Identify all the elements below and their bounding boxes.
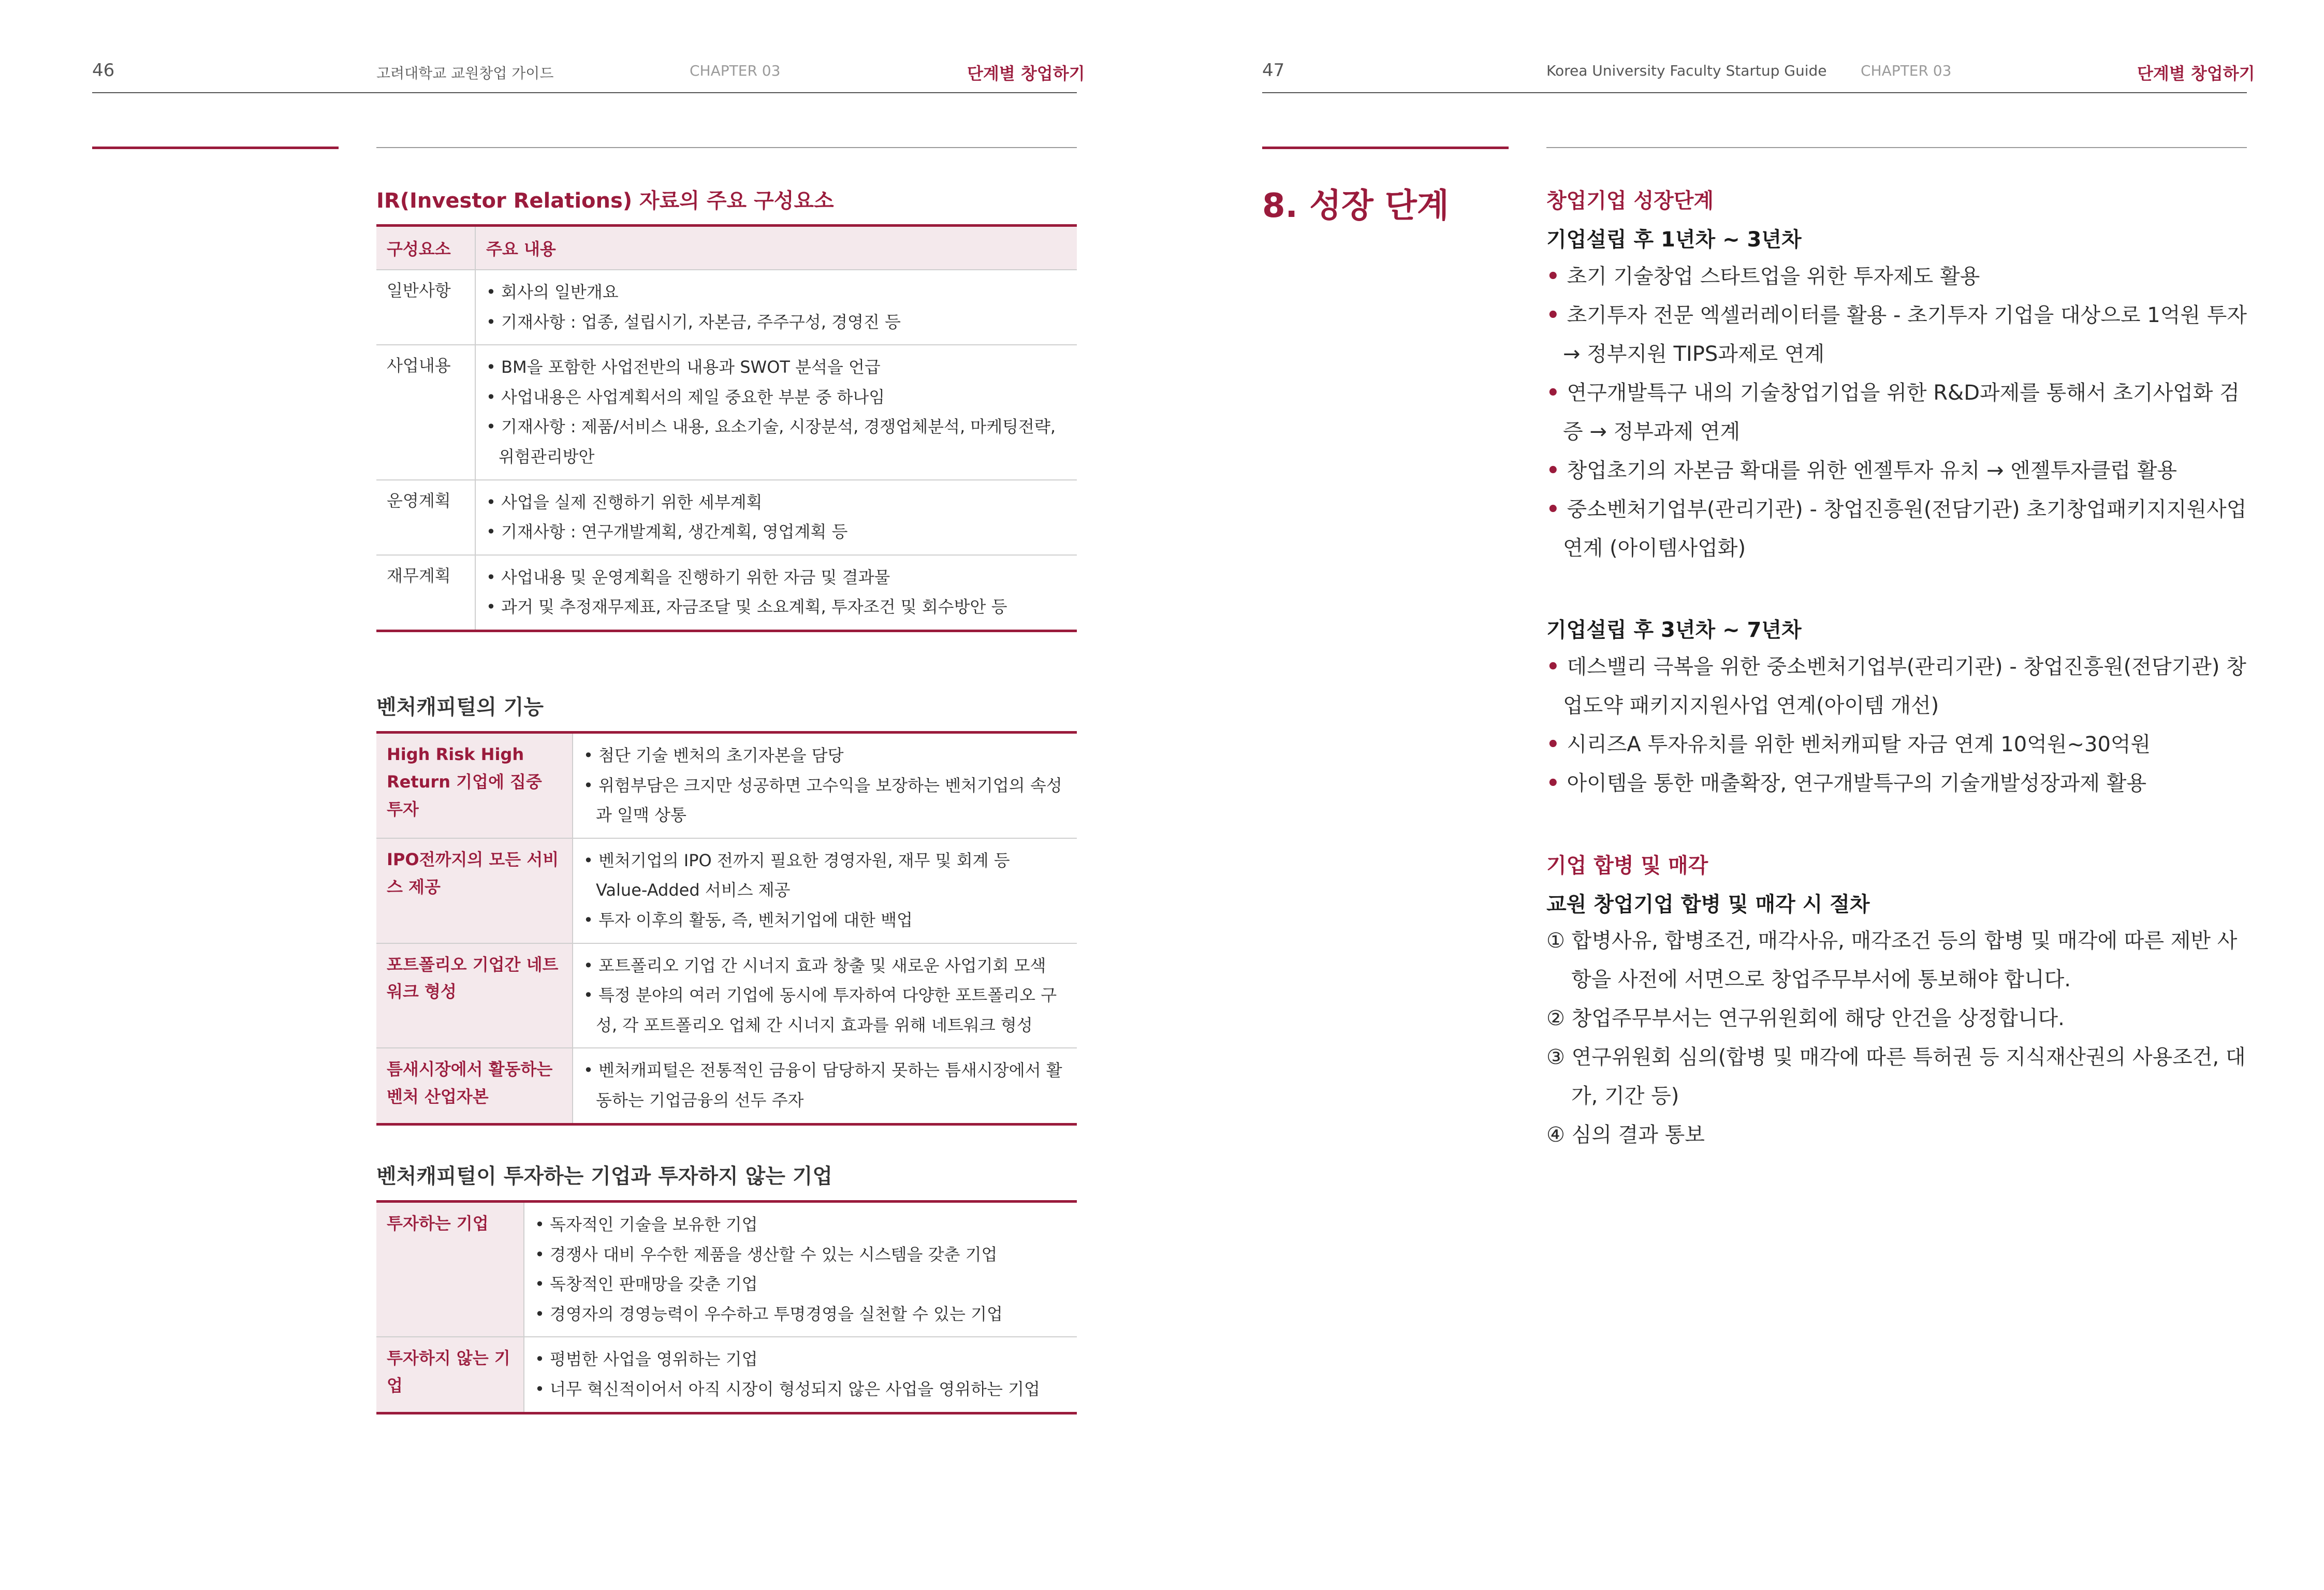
list-item: • 투자 이후의 활동, 즉, 벤처기업에 대한 백업	[583, 906, 1066, 936]
header-title-right: Korea University Faculty Startup Guide	[1546, 62, 1827, 79]
gray-rule-left	[376, 147, 1077, 148]
phase1-title: 기업설립 후 1년차 ~ 3년차	[1546, 228, 1802, 252]
table-row	[376, 345, 1077, 479]
list-item: • 평범한 사업을 영위하는 기업	[535, 1345, 1066, 1375]
list-item: • 기재사항 : 제품/서비스 내용, 요소기술, 시장분석, 경쟁업체분석, 마케팅전략, 위험관리방안	[486, 412, 1066, 472]
header-section-right: 단계별 창업하기	[2137, 64, 2255, 83]
list-item: • 경쟁사 대비 우수한 제품을 생산할 수 있는 시스템을 갖춘 기업	[535, 1240, 1066, 1270]
header-section-left: 단계별 창업하기	[967, 64, 1085, 83]
list-item: • 창업초기의 자본금 확대를 위한 엔젤투자 유치 → 엔젤투자클럽 활용	[1546, 459, 2177, 483]
header-divider-right	[1262, 92, 2247, 93]
phase2-list	[1546, 648, 2247, 803]
list-item: • 데스밸리 극복을 위한 중소벤처기업부(관리기관) - 창업진흥원(전담기관) 창업도약 패키지지원사업 연계(아이템 개선)	[1546, 655, 2246, 718]
table-row	[376, 1337, 1077, 1411]
ir-title: IR(Investor Relations) 자료의 주요 구성요소	[376, 189, 834, 213]
list-item: • 포트폴리오 기업 간 시너지 효과 창출 및 새로운 사업기회 모색	[583, 951, 1066, 981]
page-number-left: 46	[92, 60, 115, 81]
list-item: • 독자적인 기술을 보유한 기업	[535, 1210, 1066, 1240]
row-label: 재무계획	[376, 555, 475, 630]
invest-table	[376, 1200, 1077, 1414]
table-row	[376, 943, 1077, 1048]
list-item: • 초기 기술창업 스타트업을 위한 투자제도 활용	[1546, 265, 1980, 288]
list-item: • 중소벤처기업부(관리기관) - 창업진흥원(전담기관) 초기창업패키지지원사업 연계 (아이템사업화)	[1546, 498, 2247, 560]
header-title-left: 고려대학교 교원창업 가이드	[376, 65, 554, 82]
invest-title: 벤처캐피털이 투자하는 기업과 투자하지 않는 기업	[376, 1164, 833, 1188]
list-item: • 아이템을 통한 매출확장, 연구개발특구의 기술개발성장과제 활용	[1546, 771, 2147, 795]
list-item: • 회사의 일반개요	[486, 278, 1066, 308]
row-label: 사업내용	[376, 345, 475, 479]
ir-col-component: 구성요소	[376, 227, 475, 270]
header-divider-left	[92, 92, 1077, 93]
row-label: 틈새시장에서 활동하는 벤처 산업자본	[376, 1048, 573, 1122]
list-item: ② 창업주무부서는 연구위원회에 해당 안건을 상정합니다.	[1546, 1006, 2065, 1030]
list-item: • 과거 및 추정재무제표, 자금조달 및 소요계획, 투자조건 및 회수방안 등	[486, 592, 1066, 622]
mna-heading: 기업 합병 및 매각	[1546, 854, 1708, 878]
header-chapter-right: CHAPTER 03	[1861, 62, 1952, 79]
red-rule-right	[1262, 147, 1509, 149]
list-item: • 사업을 실제 진행하기 위한 세부계획	[486, 488, 1066, 518]
ir-col-content: 주요 내용	[475, 227, 1077, 270]
table-row	[376, 838, 1077, 943]
table-row	[376, 555, 1077, 630]
list-item: • 벤처캐피털은 전통적인 금융이 담당하지 못하는 틈새시장에서 활동하는 기업금융의 선두 주자	[583, 1056, 1066, 1115]
red-rule-left	[92, 147, 339, 149]
mna-subheading: 교원 창업기업 합병 및 매각 시 절차	[1546, 893, 1870, 916]
row-label: High Risk High Return 기업에 집중 투자	[376, 734, 573, 838]
list-item: ③ 연구위원회 심의(합병 및 매각에 따른 특허권 등 지식재산권의 사용조건, 대가, 기간 등)	[1546, 1045, 2246, 1108]
table-row	[376, 734, 1077, 838]
row-label: 운영계획	[376, 480, 475, 555]
vc-table	[376, 731, 1077, 1126]
phase2-title: 기업설립 후 3년차 ~ 7년차	[1546, 618, 1802, 642]
ir-table	[376, 224, 1077, 632]
list-item: ① 합병사유, 합병조건, 매각사유, 매각조건 등의 합병 및 매각에 따른 제반 사항을 사전에 서면으로 창업주무부서에 통보해야 합니다.	[1546, 929, 2238, 991]
section-title: 8. 성장 단계	[1262, 187, 1449, 225]
list-item: • BM을 포함한 사업전반의 내용과 SWOT 분석을 언급	[486, 353, 1066, 383]
list-item: • 첨단 기술 벤처의 초기자본을 담당	[583, 741, 1066, 771]
row-label: IPO전까지의 모든 서비스 제공	[376, 838, 573, 943]
list-item: • 초기투자 전문 엑셀러레이터를 활용 - 초기투자 기업을 대상으로 1억원 투자 → 정부지원 TIPS과제로 연계	[1546, 303, 2247, 366]
gray-rule-right	[1546, 147, 2247, 148]
list-item: • 너무 혁신적이어서 아직 시장이 형성되지 않은 사업을 영위하는 기업	[535, 1375, 1066, 1405]
list-item: • 시리즈A 투자유치를 위한 벤처캐피탈 자금 연계 10억원~30억원	[1546, 733, 2151, 756]
list-item: • 독창적인 판매망을 갖춘 기업	[535, 1270, 1066, 1300]
list-item: • 연구개발특구 내의 기술창업기업을 위한 R&D과제를 통해서 초기사업화 검증 → 정부과제 연계	[1546, 381, 2240, 444]
list-item: • 기재사항 : 업종, 설립시기, 자본금, 주주구성, 경영진 등	[486, 308, 1066, 338]
vc-title: 벤처캐피털의 기능	[376, 695, 544, 719]
row-label: 일반사항	[376, 270, 475, 345]
table-row	[376, 1048, 1077, 1122]
row-label: 투자하지 않는 기업	[376, 1337, 524, 1411]
table-row	[376, 480, 1077, 555]
list-item: • 사업내용 및 운영계획을 진행하기 위한 자금 및 결과물	[486, 563, 1066, 593]
row-label: 포트폴리오 기업간 네트워크 형성	[376, 943, 573, 1048]
list-item: ④ 심의 결과 통보	[1546, 1123, 1705, 1147]
header-chapter-left: CHAPTER 03	[690, 62, 781, 79]
mna-steps	[1546, 922, 2247, 1155]
page-number-right: 47	[1262, 60, 1285, 81]
list-item: • 경영자의 경영능력이 우수하고 투명경영을 실천할 수 있는 기업	[535, 1300, 1066, 1330]
list-item: • 벤처기업의 IPO 전까지 필요한 경영자원, 재무 및 회계 등 Value-Added 서비스 제공	[583, 846, 1066, 906]
list-item: • 기재사항 : 연구개발계획, 생간계획, 영업계획 등	[486, 517, 1066, 547]
growth-heading: 창업기업 성장단계	[1546, 189, 1714, 213]
phase1-list	[1546, 257, 2247, 568]
row-label: 투자하는 기업	[376, 1203, 524, 1337]
table-row	[376, 270, 1077, 345]
list-item: • 위험부담은 크지만 성공하면 고수익을 보장하는 벤처기업의 속성과 일맥 상통	[583, 771, 1066, 830]
table-row	[376, 1203, 1077, 1337]
list-item: • 특정 분야의 여러 기업에 동시에 투자하여 다양한 포트폴리오 구성, 각 포트폴리오 업체 간 시너지 효과를 위해 네트워크 형성	[583, 981, 1066, 1040]
list-item: • 사업내용은 사업계획서의 제일 중요한 부분 중 하나임	[486, 383, 1066, 413]
